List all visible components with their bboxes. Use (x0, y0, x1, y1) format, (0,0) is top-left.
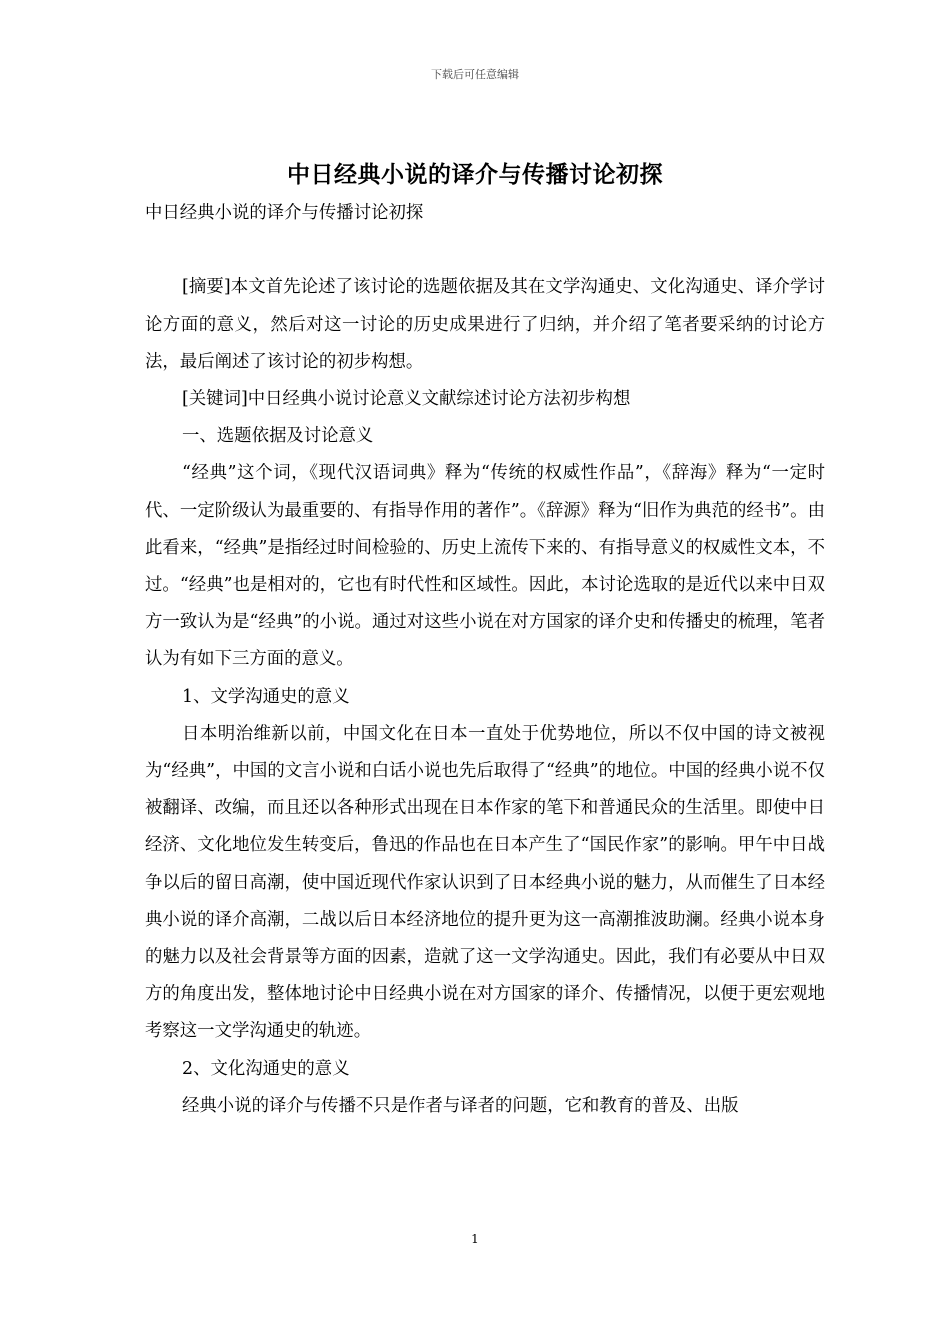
blank-line (145, 232, 825, 269)
body-paragraph: 日本明治维新以前，中国文化在日本一直处于优势地位，所以不仅中国的诗文被视为“经典”，中国的文言小说和白话小说也先后取得了“经典”的地位。中国的经典小说不仅被翻译、改编，而且还以各种形式出现在日本作家的笔下和普通民众的生活里。即使中日经济、文化地位发生转变后，鲁迅的作品也在日本产生了“国民作家”的影响。甲午中日战争以后的留日高潮，使中国近现代作家认识到了日本经典小说的魅力，从而催生了日本经典小说的译介高潮，二战以后日本经济地位的提升更为这一高潮推波助澜。经典小说本身的魅力以及社会背景等方面的因素，造就了这一文学沟通史。因此，我们有必要从中日双方的角度出发，整体地讨论中日经典小说在对方国家的译介、传播情况，以便于更宏观地考察这一文学沟通史的轨迹。 (145, 723, 825, 1042)
keywords-paragraph: [关键词]中日经典小说讨论意义文献综述讨论方法初步构想 (182, 389, 631, 409)
page-number: 1 (471, 1232, 479, 1246)
subsection-heading-1: 1、文学沟通史的意义 (182, 686, 350, 707)
abstract-paragraph: [摘要]本文首先论述了该讨论的选题依据及其在文学沟通史、文化沟通史、译介学讨论方面的意义，然后对这一讨论的历史成果进行了归纳，并介绍了笔者要采纳的讨论方法，最后阐述了该讨论的初步构想。 (145, 277, 825, 372)
section-heading-1: 一、选题依据及讨论意义 (182, 426, 374, 447)
subsection-heading-2: 2、文化沟通史的意义 (182, 1058, 350, 1079)
document-subtitle: 中日经典小说的译介与传播讨论初探 (145, 203, 424, 223)
document-title: 中日经典小说的译介与传播讨论初探 (287, 161, 663, 188)
body-paragraph: 经典小说的译介与传播不只是作者与译者的问题，它和教育的普及、出版 (182, 1095, 739, 1116)
header-note: 下载后可任意编辑 (431, 68, 519, 81)
document-body (145, 195, 825, 1125)
body-paragraph: “经典”这个词，《现代汉语词典》释为“传统的权威性作品”，《辞海》释为“一定时代、一定阶级认为最重要的、有指导作用的著作”。《辞源》释为“旧作为典范的经书”。由此看来，“经典”是指经过时间检验的、历史上流传下来的、有指导意义的权威性文本，不过。“经典”也是相对的，它也有时代性和区域性。因此，本讨论选取的是近代以来中日双方一致认为是“经典”的小说。通过对这些小说在对方国家的译介史和传播史的梳理，笔者认为有如下三方面的意义。 (145, 463, 825, 670)
